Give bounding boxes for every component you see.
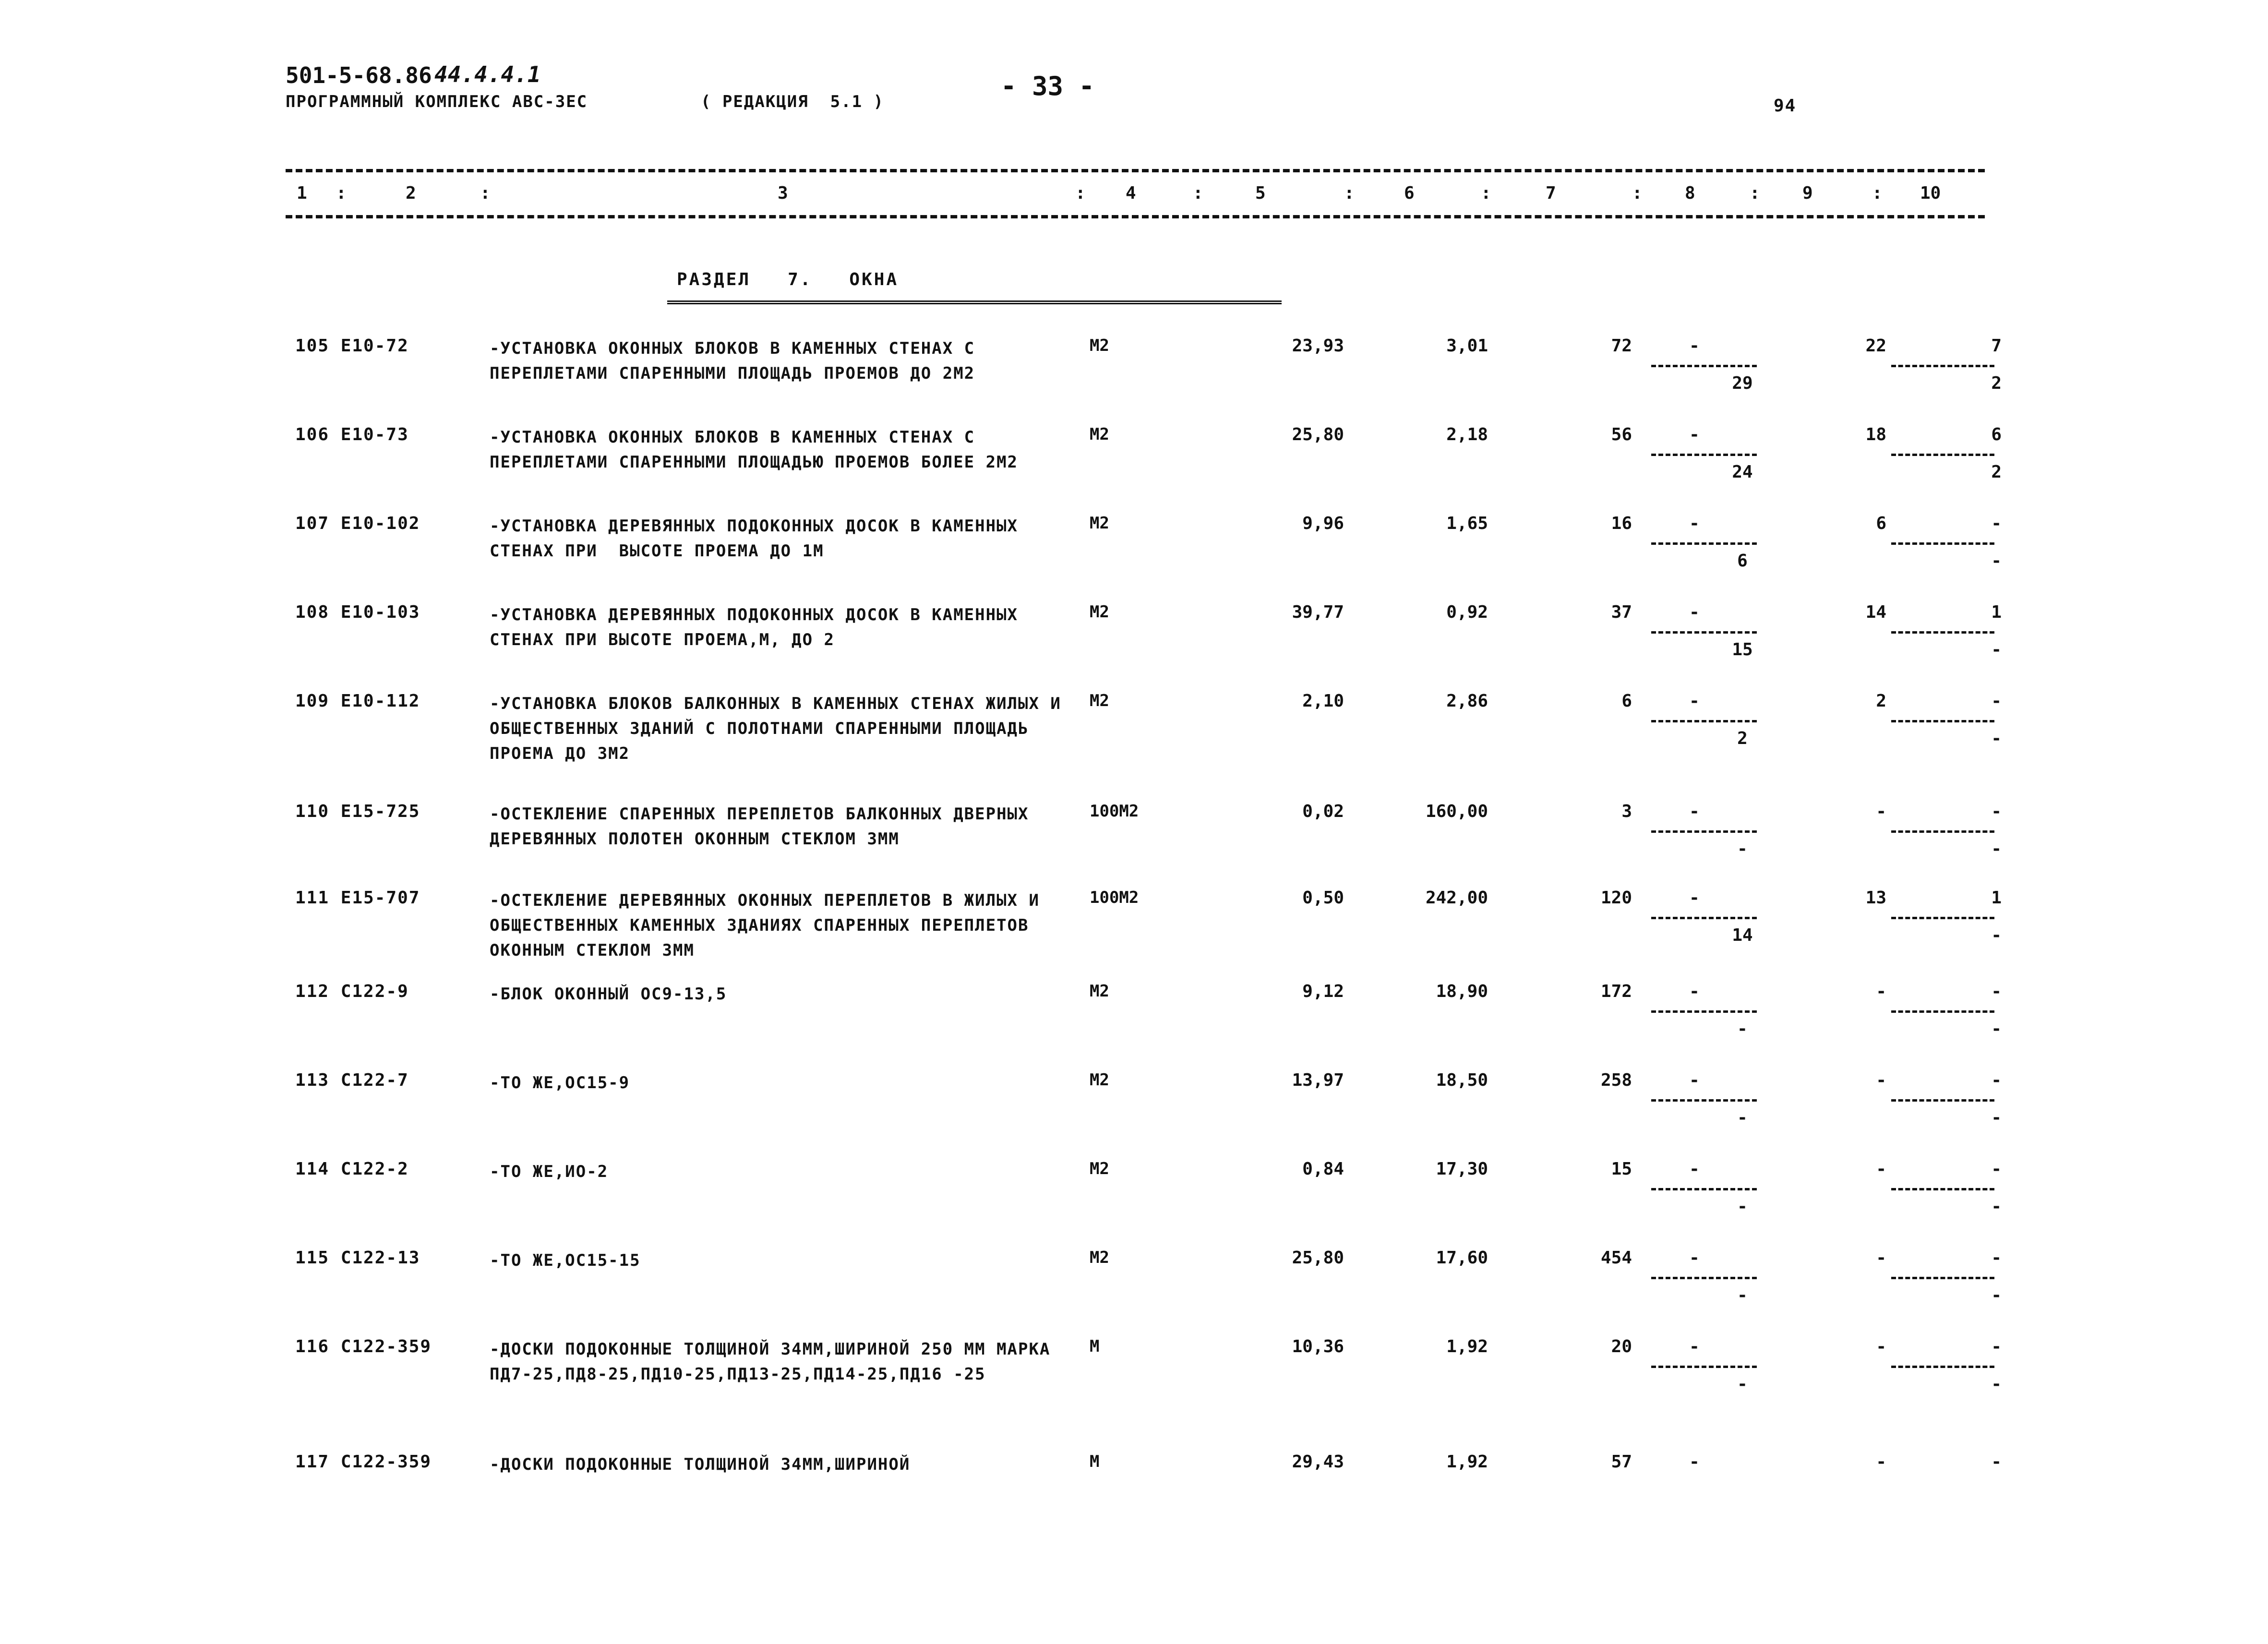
row-col8-rule: [1651, 1277, 1757, 1279]
row-col8-rule: [1651, 631, 1757, 634]
row-col10-bottom: -: [1991, 1197, 2002, 1216]
row-code: 107 Е10-102: [295, 514, 420, 533]
row-col10-rule: [1891, 1188, 1994, 1190]
row-col8-rule: [1651, 542, 1757, 545]
row-col8-top: -: [1689, 802, 1700, 821]
row-col10-top: -: [1991, 1452, 2002, 1472]
row-code: 112 С122-9: [295, 982, 409, 1001]
row-col8-bottom: -: [1737, 1374, 1748, 1394]
column-separator: :: [1344, 183, 1355, 203]
row-col10-top: -: [1991, 802, 2002, 821]
row-col9: -: [1876, 1159, 1886, 1179]
row-col8-top: -: [1689, 1337, 1700, 1356]
row-total: 72: [1611, 336, 1632, 356]
column-separators: :: [336, 183, 347, 203]
row-unit-price: 0,92: [1446, 602, 1488, 622]
row-code: 111 Е15-707: [295, 888, 420, 908]
row-col9: -: [1876, 802, 1886, 821]
column-separator: :: [480, 183, 491, 203]
row-unit: М2: [1090, 982, 1109, 1001]
row-code: 106 Е10-73: [295, 425, 409, 444]
row-col10-bottom: -: [1991, 839, 2002, 859]
table-header-rule: [286, 215, 1985, 218]
row-col10-top: -: [1991, 514, 2002, 533]
row-unit: М2: [1090, 1070, 1109, 1090]
row-col9: 6: [1876, 514, 1886, 533]
row-total: 454: [1600, 1248, 1632, 1268]
row-description: -ТО ЖЕ,ОС15-9: [490, 1073, 630, 1092]
sheet-number: 94: [1774, 96, 1797, 116]
row-unit-price: 1,92: [1446, 1452, 1488, 1472]
row-col8-rule: [1651, 1366, 1757, 1368]
row-col9: 13: [1865, 888, 1886, 908]
row-description: -ОСТЕКЛЕНИЕ СПАРЕННЫХ ПЕРЕПЛЕТОВ БАЛКОННЫХ ДВЕРНЫХ ДЕРЕВЯННЫХ ПОЛОТЕН ОКОННЫМ СТЕКЛОМ 3ММ: [490, 804, 1040, 849]
row-col9: 22: [1865, 336, 1886, 356]
row-description: -УСТАНОВКА ОКОННЫХ БЛОКОВ В КАМЕННЫХ СТЕНАХ С ПЕРЕПЛЕТАМИ СПАРЕННЫМИ ПЛОЩАДЬЮ ПРОЕМОВ БОЛЕЕ 2М2: [490, 428, 1019, 472]
row-total: 3: [1621, 802, 1632, 821]
row-code: 108 Е10-103: [295, 602, 420, 622]
column-number-7: 7: [1546, 183, 1556, 203]
row-col9: 18: [1865, 425, 1886, 444]
row-col8-rule: [1651, 917, 1757, 919]
page-number: - 33 -: [1001, 71, 1095, 101]
row-col10-bottom: -: [1991, 925, 2002, 945]
row-col8-rule: [1651, 1188, 1757, 1190]
row-col10-top: 1: [1991, 602, 2002, 622]
row-description: -ТО ЖЕ,ОС15-15: [490, 1251, 641, 1270]
row-col8-bottom: 29: [1732, 373, 1753, 393]
doc-code: 501-5-68.86: [286, 62, 432, 88]
row-col10-bottom: 2: [1991, 373, 2002, 393]
row-unit-price: 18,50: [1436, 1070, 1488, 1090]
row-total: 20: [1611, 1337, 1632, 1356]
row-col8-rule: [1651, 830, 1757, 833]
column-separator: :: [1193, 183, 1203, 203]
row-unit: М2: [1090, 425, 1109, 444]
row-col9: -: [1876, 1070, 1886, 1090]
row-description: -УСТАНОВКА ДЕРЕВЯННЫХ ПОДОКОННЫХ ДОСОК В КАМЕННЫХ СТЕНАХ ПРИ ВЫСОТЕ ПРОЕМА ДО 1М: [490, 516, 1029, 561]
row-col8-top: -: [1689, 888, 1700, 908]
column-number-4: 4: [1126, 183, 1136, 203]
column-number-1: 1: [297, 183, 307, 203]
row-col10-bottom: -: [1991, 1285, 2002, 1305]
row-quantity: 13,97: [1292, 1070, 1344, 1090]
row-col9: -: [1876, 982, 1886, 1001]
row-col9: -: [1876, 1337, 1886, 1356]
row-total: 258: [1600, 1070, 1632, 1090]
row-col10-rule: [1891, 365, 1994, 367]
row-quantity: 10,36: [1292, 1337, 1344, 1356]
row-unit: М2: [1090, 514, 1109, 533]
row-col8-bottom: 6: [1737, 551, 1748, 571]
row-col8-top: -: [1689, 691, 1700, 711]
row-col8-rule: [1651, 720, 1757, 722]
row-unit: М2: [1090, 1159, 1109, 1178]
row-col8-top: -: [1689, 1159, 1700, 1179]
row-col10-top: 7: [1991, 336, 2002, 356]
table-top-rule: [286, 169, 1985, 172]
row-total: 6: [1621, 691, 1632, 711]
row-total: 172: [1600, 982, 1632, 1001]
row-col8-bottom: -: [1737, 1285, 1748, 1305]
row-col10-rule: [1891, 1010, 1994, 1013]
row-col8-top: -: [1689, 602, 1700, 622]
row-quantity: 0,50: [1302, 888, 1344, 908]
row-description: -БЛОК ОКОННЫЙ ОС9-13,5: [490, 984, 727, 1004]
row-unit-price: 17,60: [1436, 1248, 1488, 1268]
row-unit: М: [1090, 1452, 1100, 1471]
row-col10-top: -: [1991, 691, 2002, 711]
row-col10-rule: [1891, 542, 1994, 545]
row-col8-rule: [1651, 454, 1757, 456]
row-col8-top: -: [1689, 1070, 1700, 1090]
row-col10-top: -: [1991, 1159, 2002, 1179]
row-description: -УСТАНОВКА ОКОННЫХ БЛОКОВ В КАМЕННЫХ СТЕНАХ С ПЕРЕПЛЕТАМИ СПАРЕННЫМИ ПЛОЩАДЬ ПРОЕМОВ ДО 2М2: [490, 339, 986, 383]
row-col8-rule: [1651, 1010, 1757, 1013]
row-total: 16: [1611, 514, 1632, 533]
column-separator: :: [1632, 183, 1643, 203]
row-col10-rule: [1891, 1277, 1994, 1279]
row-col8-bottom: -: [1737, 1197, 1748, 1216]
row-total: 120: [1600, 888, 1632, 908]
row-col8-bottom: -: [1737, 1019, 1748, 1039]
row-col9: 2: [1876, 691, 1886, 711]
row-unit-price: 3,01: [1446, 336, 1488, 356]
row-col10-rule: [1891, 454, 1994, 456]
row-quantity: 23,93: [1292, 336, 1344, 356]
row-col10-bottom: -: [1991, 1019, 2002, 1039]
row-quantity: 25,80: [1292, 425, 1344, 444]
row-quantity: 25,80: [1292, 1248, 1344, 1268]
row-col8-bottom: 15: [1732, 640, 1753, 660]
row-unit: М2: [1090, 602, 1109, 622]
column-separator: :: [1481, 183, 1491, 203]
row-unit-price: 18,90: [1436, 982, 1488, 1001]
row-col10-rule: [1891, 631, 1994, 634]
row-col10-rule: [1891, 720, 1994, 722]
row-description: -УСТАНОВКА ДЕРЕВЯННЫХ ПОДОКОННЫХ ДОСОК В КАМЕННЫХ СТЕНАХ ПРИ ВЫСОТЕ ПРОЕМА,М, ДО 2: [490, 605, 1029, 649]
column-number-10: 10: [1920, 183, 1941, 203]
row-quantity: 29,43: [1292, 1452, 1344, 1472]
row-unit-price: 2,18: [1446, 425, 1488, 444]
column-number-3: 3: [778, 183, 788, 203]
row-col9: -: [1876, 1248, 1886, 1268]
row-unit-price: 2,86: [1446, 691, 1488, 711]
row-col8-top: -: [1689, 514, 1700, 533]
row-col10-top: 6: [1991, 425, 2002, 444]
row-col8-top: -: [1689, 982, 1700, 1001]
row-quantity: 0,84: [1302, 1159, 1344, 1179]
row-col10-bottom: -: [1991, 729, 2002, 748]
section-underline: [667, 300, 1282, 304]
row-col10-top: -: [1991, 1248, 2002, 1268]
row-col10-bottom: -: [1991, 1374, 2002, 1394]
row-description: -УСТАНОВКА БЛОКОВ БАЛКОННЫХ В КАМЕННЫХ СТЕНАХ ЖИЛЫХ И ОБЩЕСТВЕННЫХ ЗДАНИЙ С ПОЛОТНАМИ СПАРЕННЫМИ ПЛОЩАДЬ ПРОЕМА ДО 3М2: [490, 694, 1072, 763]
row-col8-bottom: -: [1737, 839, 1748, 859]
row-code: 115 С122-13: [295, 1248, 420, 1268]
row-code: 109 Е10-112: [295, 691, 420, 711]
row-unit-price: 17,30: [1436, 1159, 1488, 1179]
row-col10-bottom: -: [1991, 551, 2002, 571]
doc-handwritten-code: 44.4.4.1: [434, 61, 541, 87]
edition: ( РЕДАКЦИЯ 5.1 ): [701, 92, 884, 111]
row-unit: М2: [1090, 336, 1109, 355]
row-description: -ОСТЕКЛЕНИЕ ДЕРЕВЯННЫХ ОКОННЫХ ПЕРЕПЛЕТОВ В ЖИЛЫХ И ОБЩЕСТВЕННЫХ КАМЕННЫХ ЗДАНИЯХ СПАРЕННЫХ ПЕРЕПЛЕТОВ ОКОННЫМ СТЕКЛОМ 3ММ: [490, 891, 1051, 960]
row-col10-top: -: [1991, 1337, 2002, 1356]
row-description: -ТО ЖЕ,ИО-2: [490, 1162, 609, 1181]
column-number-2: 2: [406, 183, 416, 203]
row-code: 117 С122-359: [295, 1452, 432, 1472]
row-total: 15: [1611, 1159, 1632, 1179]
row-total: 37: [1611, 602, 1632, 622]
row-col8-bottom: -: [1737, 1108, 1748, 1128]
row-unit-price: 242,00: [1425, 888, 1488, 908]
column-number-6: 6: [1404, 183, 1415, 203]
row-total: 57: [1611, 1452, 1632, 1472]
row-code: 105 Е10-72: [295, 336, 409, 356]
row-code: 116 С122-359: [295, 1337, 432, 1356]
row-total: 56: [1611, 425, 1632, 444]
column-number-8: 8: [1685, 183, 1695, 203]
row-unit: М: [1090, 1337, 1100, 1356]
row-col10-bottom: -: [1991, 640, 2002, 660]
column-separator: :: [1750, 183, 1760, 203]
column-separator: :: [1075, 183, 1086, 203]
row-description: -ДОСКИ ПОДОКОННЫЕ ТОЛЩИНОЙ 34ММ,ШИРИНОЙ: [490, 1455, 911, 1474]
row-col10-top: -: [1991, 982, 2002, 1001]
row-quantity: 9,12: [1302, 982, 1344, 1001]
row-unit: М2: [1090, 1248, 1109, 1267]
row-quantity: 2,10: [1302, 691, 1344, 711]
row-col8-bottom: 14: [1732, 925, 1753, 945]
program-name: ПРОГРАММНЫЙ КОМПЛЕКС АВС-ЗЕС: [286, 92, 588, 111]
row-col10-rule: [1891, 917, 1994, 919]
row-unit-price: 1,92: [1446, 1337, 1488, 1356]
row-description: -ДОСКИ ПОДОКОННЫЕ ТОЛЩИНОЙ 34ММ,ШИРИНОЙ 250 ММ МАРКА ПД7-25,ПД8-25,ПД10-25,ПД13-25,ПД14-25,ПД16 -25: [490, 1340, 1061, 1384]
row-col10-top: -: [1991, 1070, 2002, 1090]
row-unit-price: 1,65: [1446, 514, 1488, 533]
row-col10-bottom: -: [1991, 1108, 2002, 1128]
row-col10-rule: [1891, 1366, 1994, 1368]
row-col8-top: -: [1689, 425, 1700, 444]
row-unit: 100М2: [1090, 888, 1139, 907]
row-col10-rule: [1891, 830, 1994, 833]
column-number-9: 9: [1802, 183, 1813, 203]
row-unit-price: 160,00: [1425, 802, 1488, 821]
row-quantity: 0,02: [1302, 802, 1344, 821]
row-col8-top: -: [1689, 336, 1700, 356]
row-col10-top: 1: [1991, 888, 2002, 908]
column-number-5: 5: [1255, 183, 1266, 203]
row-code: 110 Е15-725: [295, 802, 420, 821]
row-col9: -: [1876, 1452, 1886, 1472]
row-col10-rule: [1891, 1099, 1994, 1102]
row-col9: 14: [1865, 602, 1886, 622]
row-col8-rule: [1651, 1099, 1757, 1102]
row-unit: М2: [1090, 691, 1109, 710]
section-title: РАЗДЕЛ 7. ОКНА: [677, 270, 899, 289]
row-quantity: 39,77: [1292, 602, 1344, 622]
row-code: 114 С122-2: [295, 1159, 409, 1179]
row-code: 113 С122-7: [295, 1070, 409, 1090]
row-col8-top: -: [1689, 1248, 1700, 1268]
row-col10-bottom: 2: [1991, 462, 2002, 482]
column-separator: :: [1872, 183, 1883, 203]
row-col8-rule: [1651, 365, 1757, 367]
row-quantity: 9,96: [1302, 514, 1344, 533]
row-col8-bottom: 24: [1732, 462, 1753, 482]
row-unit: 100М2: [1090, 802, 1139, 821]
row-col8-bottom: 2: [1737, 729, 1748, 748]
row-col8-top: -: [1689, 1452, 1700, 1472]
